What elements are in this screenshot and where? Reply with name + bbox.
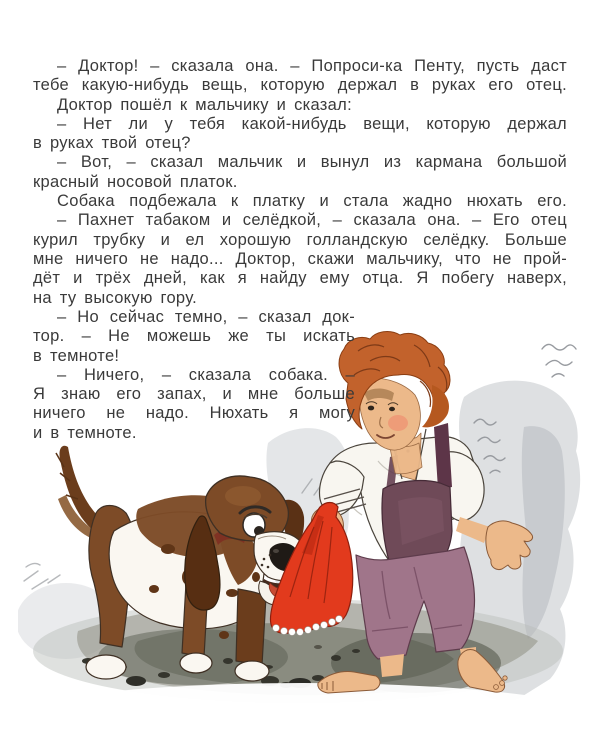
text-line: – Вот, – сказал мальчик и вынул из кармана большой <box>57 153 567 172</box>
story-paragraphs-wrapped <box>33 308 355 443</box>
text-line: тор. – Не можешь же ты искать <box>33 327 355 346</box>
text-line: тебе какую-нибудь вещь, которую держал в руках его отец. <box>33 76 567 95</box>
text-line: – Доктор! – сказала она. – Попроси-ка Пенту, пусть даст <box>57 57 567 75</box>
text-line: – Ничего, – сказала собака. – <box>57 365 355 384</box>
text-line: красный носовой платок. <box>33 172 238 191</box>
story-paragraphs <box>33 57 567 308</box>
text-line: Доктор пошёл к мальчику и сказал: <box>57 95 352 114</box>
boy-face <box>359 379 420 450</box>
text-line: и в темноте. <box>33 423 137 442</box>
dog-front-paw-2 <box>235 661 269 681</box>
text-line: мне ничего не надо... Доктор, скажи мальчику, что не прой- <box>33 249 567 268</box>
text-line: – Нет ли у тебя какой-нибудь вещи, которую держал <box>57 114 567 133</box>
text-line: ничего не надо. Нюхать я могу <box>33 404 355 423</box>
dog-front-leg-2 <box>236 589 266 665</box>
text-line: – Пахнет табаком и селёдкой, – сказала она. – Его отец <box>57 211 567 230</box>
dog-front-paw <box>180 653 212 673</box>
text-line: на ту высокую гору. <box>33 288 198 307</box>
text-line: Собака подбежала к платку и стала жадно нюхать его. <box>57 192 567 211</box>
text-line: в темноте! <box>33 346 120 365</box>
text-line: дёт и трёх дней, как я найду ему отца. Я побегу наверх, <box>33 269 567 288</box>
text-line: в руках твой отец? <box>33 134 191 153</box>
dog-forehead-light <box>225 486 261 506</box>
text-line: курил трубку и ел хорошую голландскую селёдку. Больше <box>33 230 567 249</box>
text-line: – Но сейчас темно, – сказал док- <box>57 308 355 326</box>
text-line: Я знаю его запах, и мне больше <box>33 385 355 404</box>
boy-cheek-blush <box>388 415 408 431</box>
dog-hind-paw <box>86 655 126 679</box>
boy-left-ankle <box>380 654 404 677</box>
